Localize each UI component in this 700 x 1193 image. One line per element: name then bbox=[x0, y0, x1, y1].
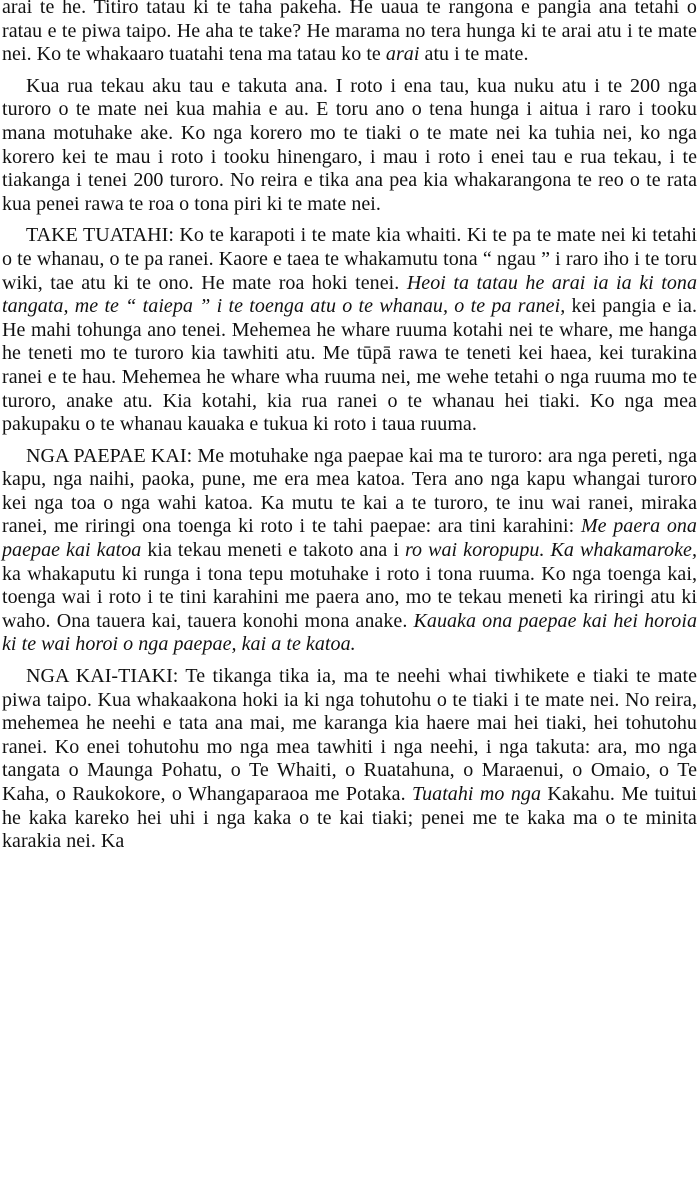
paragraph-nga-paepae-kai bbox=[2, 445, 697, 657]
text-run-italic: Tuatahi mo nga bbox=[412, 783, 541, 805]
text-run: kia tekau meneti e takoto ana i bbox=[141, 539, 405, 562]
text-run: kei pangia e ia. He mahi tohunga ano tenei. Mehemea he whare ruuma kotahi nei te whare, me hanga he teneti mo te turoro kia tawhiti atu. Me tūpā rawa te teneti kei haea, kei turakina ranei e te hau. Mehemea he whare wha ruuma nei, me wehe tetahi o nga ruuma mo te turoro, anake atu. Kia kotahi, kia rua ranei o te whanau hei tiaki. Ko nga mea pakupaku o te whanau kauaka e tukua ki roto i taua ruuma. bbox=[2, 295, 697, 436]
text-run: atu i te mate. bbox=[419, 43, 529, 66]
text-run: ka whakaputu ki runga i tona tepu motuhake i roto i tona ruuma. Ko nga toenga kai, toenga wai i roto i te tini karahini me paera ano, mo te tekau meneti ka riringi atu ki waho. Ona tauera kai, tauera konohi mona anake. bbox=[2, 562, 697, 632]
paragraph bbox=[2, 75, 697, 217]
text-run-italic: ro wai koropupu. Ka whakamaroke, bbox=[404, 539, 698, 562]
text-run: TAKE TUATAHI: Ko te karapoti i te mate kia whaiti. Ki te pa te mate nei ki tetahi o te whanau, o te pa ranei. Kaore e taea te whakamutu tona “ ngau ” i raro iho i te toru wiki, tae atu ki te ono. He mate roa hoki tenei. bbox=[2, 224, 697, 294]
text-run: Kua rua tekau aku tau e takuta ana. I roto i ena tau, kua nuku atu i te 200 nga turoro o te mate nei kua mahia e au. E toru ano o tena hunga i aitua i raro i tooku mana motuhake ake. Ko nga korero mo te tiaki o te mate nei ka tuhia nei, ko nga korero kei te mau i roto i tooku hinengaro, i mau i roto i enei tau e rua tekau, i te tiakanga i tenei 200 turoro. No reira e tika ana pea kia whakarangona te reo o te rata kua penei rawa te roa o tona piri ki te mate nei. bbox=[2, 74, 697, 215]
text-run: NGA PAEPAE KAI: Me motuhake nga paepae kai ma te turoro: ara nga pereti, nga kapu, nga naihi, paoka, pune, me era mea katoa. Tera ano nga kapu whangai turoro kei nga toa o nga wahi katoa. Ka mutu te kai a te turoro, te inu wai ranei, miraka ranei, me riringi ona toenga ki roto i te tahi paepae: ara tini karahini: bbox=[2, 444, 697, 538]
text-run: arai te he. Titiro tatau ki te taha pakeha. He uaua te rangona e pangia ana tetahi o ratau e te piwa taipo. He aha te take? He marama no tera hunga ki te arai atu i te mate nei. Ko te whakaaro tuatahi tena ma tatau ko te bbox=[2, 0, 697, 66]
text-run-italic: arai bbox=[385, 43, 420, 66]
paragraph-nga-kai-tiaki bbox=[2, 665, 697, 854]
text-run: Kakahu. Me tuitui he kaka kareko hei uhi i nga kaka o te kai tiaki; penei me te kaka ma o te minita karakia nei. Ka bbox=[2, 783, 698, 853]
text-run-italic: Me paera ona paepae kai katoa bbox=[2, 515, 697, 562]
text-run: NGA KAI-TIAKI: Te tikanga tika ia, ma te neehi whai tiwhikete e tiaki te mate piwa taipo. Kua whakaakona hoki ia ki nga tohutohu o te tiaki i te mate nei. No reira, mehemea he neehi e tata ana mai, me karanga kia haere mai hei tiaki, hei tohutohu ranei. Ko enei tohutohu mo nga mea tawhiti i nga neehi, i nga takuta: ara, mo nga tangata o Maunga Pohatu, o Te Whaiti, o Ruatahuna, o Maraenui, o Omaio, o Te Kaha, o Raukokore, o Whangaparaoa me Potaka. bbox=[2, 665, 697, 805]
text-run-italic: Heoi ta tatau he arai ia ia ki tona tangata, me te “ taiepa ” i te toenga atu o te whanau, o te pa ranei, bbox=[2, 271, 698, 318]
text-run-italic: Kauaka ona paepae kai hei horoia ki te wai horoi o nga paepae, kai a te katoa. bbox=[2, 609, 697, 656]
paragraph-take-tuatahi bbox=[2, 224, 697, 436]
paragraph bbox=[2, 0, 697, 67]
